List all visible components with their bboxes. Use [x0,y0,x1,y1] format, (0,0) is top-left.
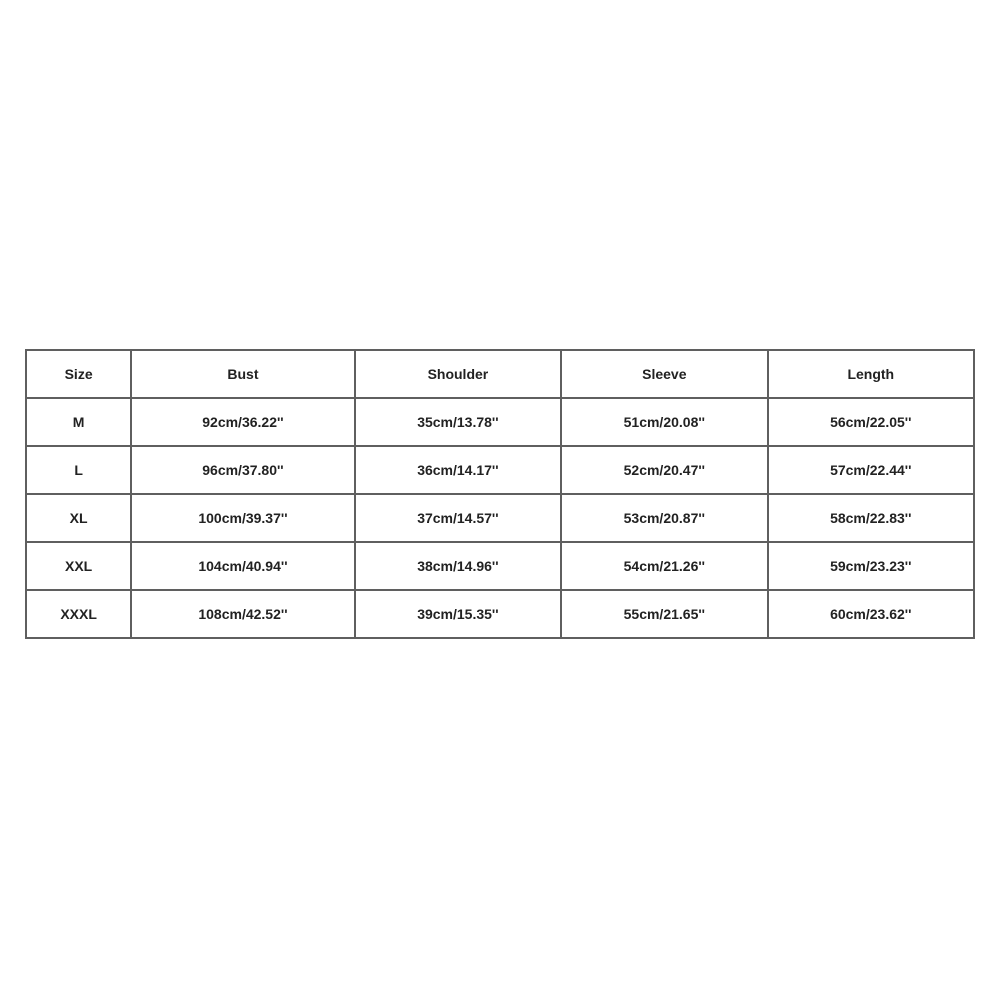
cell-length: 60cm/23.62'' [768,590,974,638]
table-header-row [26,350,974,398]
header-bust: Bust [131,350,354,398]
cell-bust: 104cm/40.94'' [131,542,354,590]
cell-shoulder: 36cm/14.17'' [355,446,561,494]
cell-length: 59cm/23.23'' [768,542,974,590]
cell-shoulder: 39cm/15.35'' [355,590,561,638]
cell-sleeve: 54cm/21.26'' [561,542,767,590]
table-row [26,494,974,542]
cell-size: M [26,398,131,446]
cell-shoulder: 37cm/14.57'' [355,494,561,542]
cell-sleeve: 53cm/20.87'' [561,494,767,542]
cell-sleeve: 52cm/20.47'' [561,446,767,494]
cell-length: 58cm/22.83'' [768,494,974,542]
table-row [26,542,974,590]
cell-sleeve: 51cm/20.08'' [561,398,767,446]
header-shoulder: Shoulder [355,350,561,398]
header-size: Size [26,350,131,398]
cell-bust: 108cm/42.52'' [131,590,354,638]
cell-sleeve: 55cm/21.65'' [561,590,767,638]
cell-bust: 96cm/37.80'' [131,446,354,494]
cell-shoulder: 35cm/13.78'' [355,398,561,446]
cell-shoulder: 38cm/14.96'' [355,542,561,590]
table-row [26,590,974,638]
cell-size: XXXL [26,590,131,638]
header-length: Length [768,350,974,398]
cell-bust: 100cm/39.37'' [131,494,354,542]
cell-size: XL [26,494,131,542]
cell-length: 56cm/22.05'' [768,398,974,446]
size-chart-table [25,349,975,639]
table-row [26,446,974,494]
cell-bust: 92cm/36.22'' [131,398,354,446]
table-row [26,398,974,446]
cell-size: XXL [26,542,131,590]
cell-size: L [26,446,131,494]
cell-length: 57cm/22.44'' [768,446,974,494]
header-sleeve: Sleeve [561,350,767,398]
